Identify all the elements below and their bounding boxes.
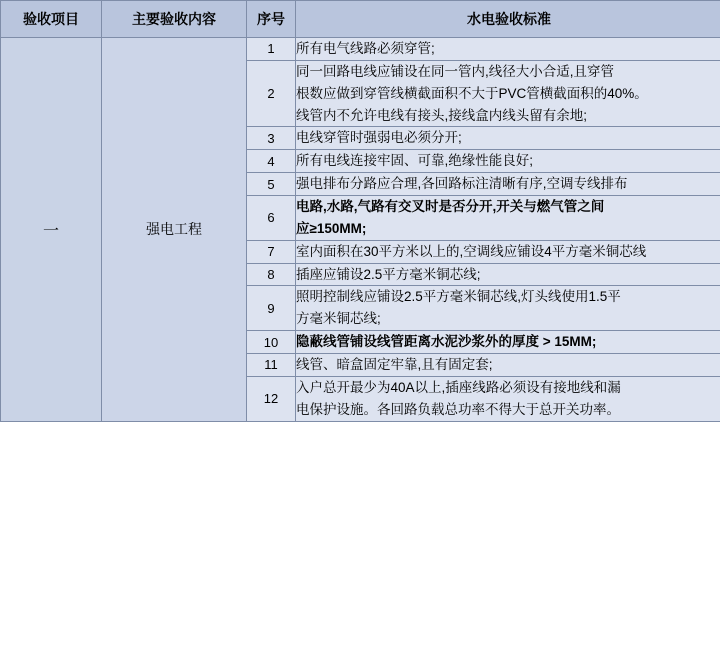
header-main-content: 主要验收内容 [102,1,247,38]
header-acceptance-item: 验收项目 [1,1,102,38]
header-standard: 水电验收标准 [296,1,720,38]
row-standard [296,150,720,173]
standard-line: 线管内不允许电线有接头,接线盒内线头留有余地; [296,107,588,123]
row-no: 9 [247,286,296,331]
row-standard [296,60,720,127]
row-no: 5 [247,173,296,196]
row-no: 4 [247,150,296,173]
row-no: 6 [247,196,296,241]
row-no: 2 [247,60,296,127]
group-item-label: 一 [1,38,102,422]
row-no: 10 [247,331,296,354]
standard-line: 所有电线连接牢固、可靠,绝缘性能良好; [296,153,534,169]
standard-line: 室内面积在30平方米以上的,空调线应铺设4平方毫米铜芯线 [296,243,647,259]
standard-line: 应≥150MM; [296,220,367,236]
table-row [1,38,720,61]
row-standard [296,331,720,354]
row-no: 8 [247,263,296,286]
group-main-content-label: 强电工程 [102,38,247,422]
standard-line: 线管、暗盒固定牢靠,且有固定套; [296,357,493,373]
table-body [1,38,720,422]
standard-line: 隐蔽线管铺设线管距离水泥沙浆外的厚度 > 15MM; [296,334,597,350]
standard-line: 强电排布分路应合理,各回路标注清晰有序,空调专线排布 [296,176,628,192]
standard-line: 入户总开最少为40A以上,插座线路必须设有接地线和漏 [296,379,621,395]
table-header-row [1,1,720,38]
standard-line: 方毫米铜芯线; [296,311,381,327]
row-standard [296,173,720,196]
standard-line: 照明控制线应铺设2.5平方毫米铜芯线,灯头线使用1.5平 [296,289,621,305]
row-no: 12 [247,376,296,421]
row-standard [296,38,720,61]
standard-line: 所有电气线路必须穿管; [296,41,435,56]
row-standard [296,354,720,377]
row-no: 7 [247,240,296,263]
header-sequence-no: 序号 [247,1,296,38]
row-standard [296,263,720,286]
standard-line: 电路,水路,气路有交叉时是否分开,开关与燃气管之间 [296,199,605,215]
row-standard [296,286,720,331]
standard-line: 插座应铺设2.5平方毫米铜芯线; [296,266,481,282]
row-no: 3 [247,127,296,150]
row-no: 11 [247,354,296,377]
table-header [1,1,720,38]
standard-line: 根数应做到穿管线横截面积不大于PVC管横截面积的40%。 [296,85,648,101]
standard-line: 电保护设施。各回路负载总功率不得大于总开关功率。 [296,401,620,417]
standard-line: 电线穿管时强弱电必须分开; [296,130,462,146]
row-standard [296,376,720,421]
row-standard [296,240,720,263]
row-standard [296,196,720,241]
standard-line: 同一回路电线应铺设在同一管内,线径大小合适,且穿管 [296,63,615,79]
row-standard [296,127,720,150]
row-no: 1 [247,38,296,61]
